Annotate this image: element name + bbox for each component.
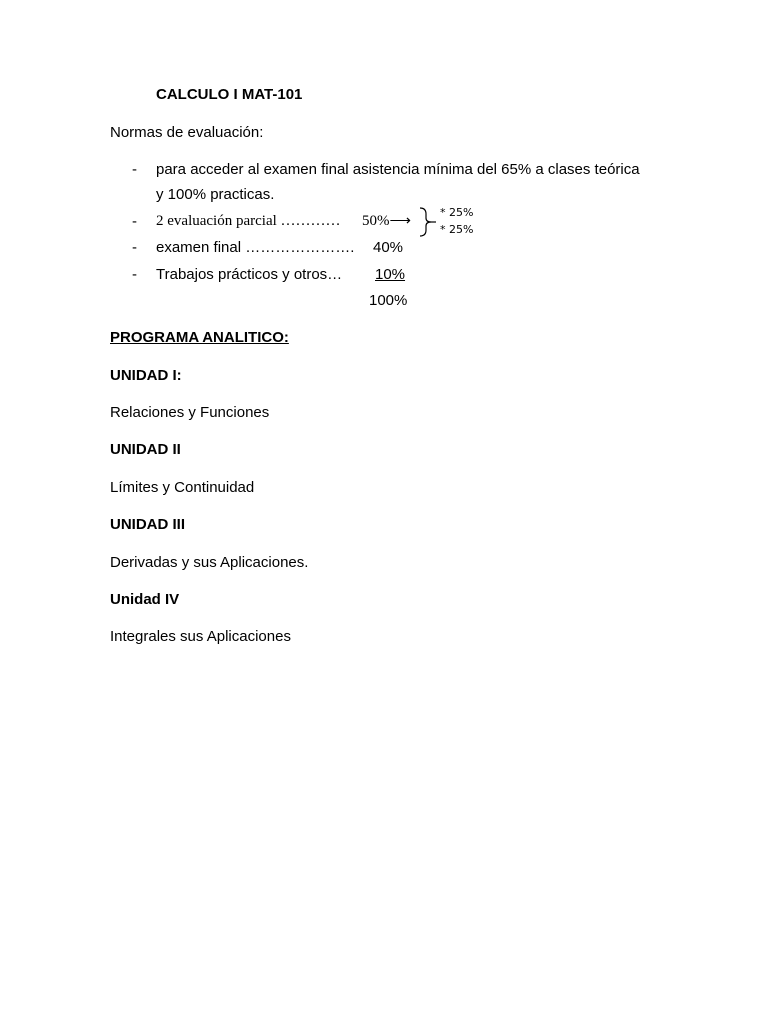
- unit-topic: Integrales sus Aplicaciones: [110, 628, 291, 645]
- list-dash: -: [132, 161, 137, 178]
- rule-partial-exams: 2 evaluación parcial …………: [156, 213, 341, 229]
- rule-final-exam: examen final ………………….: [156, 239, 355, 256]
- rule-practical-work-value: 10%: [375, 266, 406, 283]
- rule-attendance: para acceder al examen final asistencia mínima del 65% a clases teórica: [156, 161, 640, 178]
- rule-final-exam-value: 40%: [373, 239, 404, 256]
- document-title: CALCULO I MAT-101: [156, 86, 303, 103]
- program-heading: PROGRAMA ANALITICO:: [110, 329, 289, 346]
- unit-heading: UNIDAD III: [110, 516, 185, 533]
- unit-topic: Límites y Continuidad: [110, 479, 255, 496]
- unit-heading: UNIDAD I:: [110, 367, 182, 384]
- evaluation-total: 100%: [369, 292, 408, 309]
- unit-topic: Relaciones y Funciones: [110, 404, 270, 421]
- rule-practical-work: Trabajos prácticos y otros…: [156, 266, 343, 283]
- evaluation-norms-heading: Normas de evaluación:: [110, 124, 264, 141]
- list-dash: -: [132, 213, 137, 230]
- list-dash: -: [132, 239, 137, 256]
- rule-attendance-continuation: y 100% practicas.: [156, 186, 275, 203]
- rule-partial-exams-value: 50%⟶: [362, 213, 411, 229]
- unit-heading: Unidad IV: [110, 591, 180, 608]
- unit-topic: Derivadas y sus Aplicaciones.: [110, 554, 309, 571]
- right-brace-icon: [418, 206, 438, 238]
- partial-breakdown-2: * 25%: [440, 223, 474, 236]
- partial-breakdown-1: * 25%: [440, 206, 474, 219]
- list-dash: -: [132, 266, 137, 283]
- unit-heading: UNIDAD II: [110, 441, 181, 458]
